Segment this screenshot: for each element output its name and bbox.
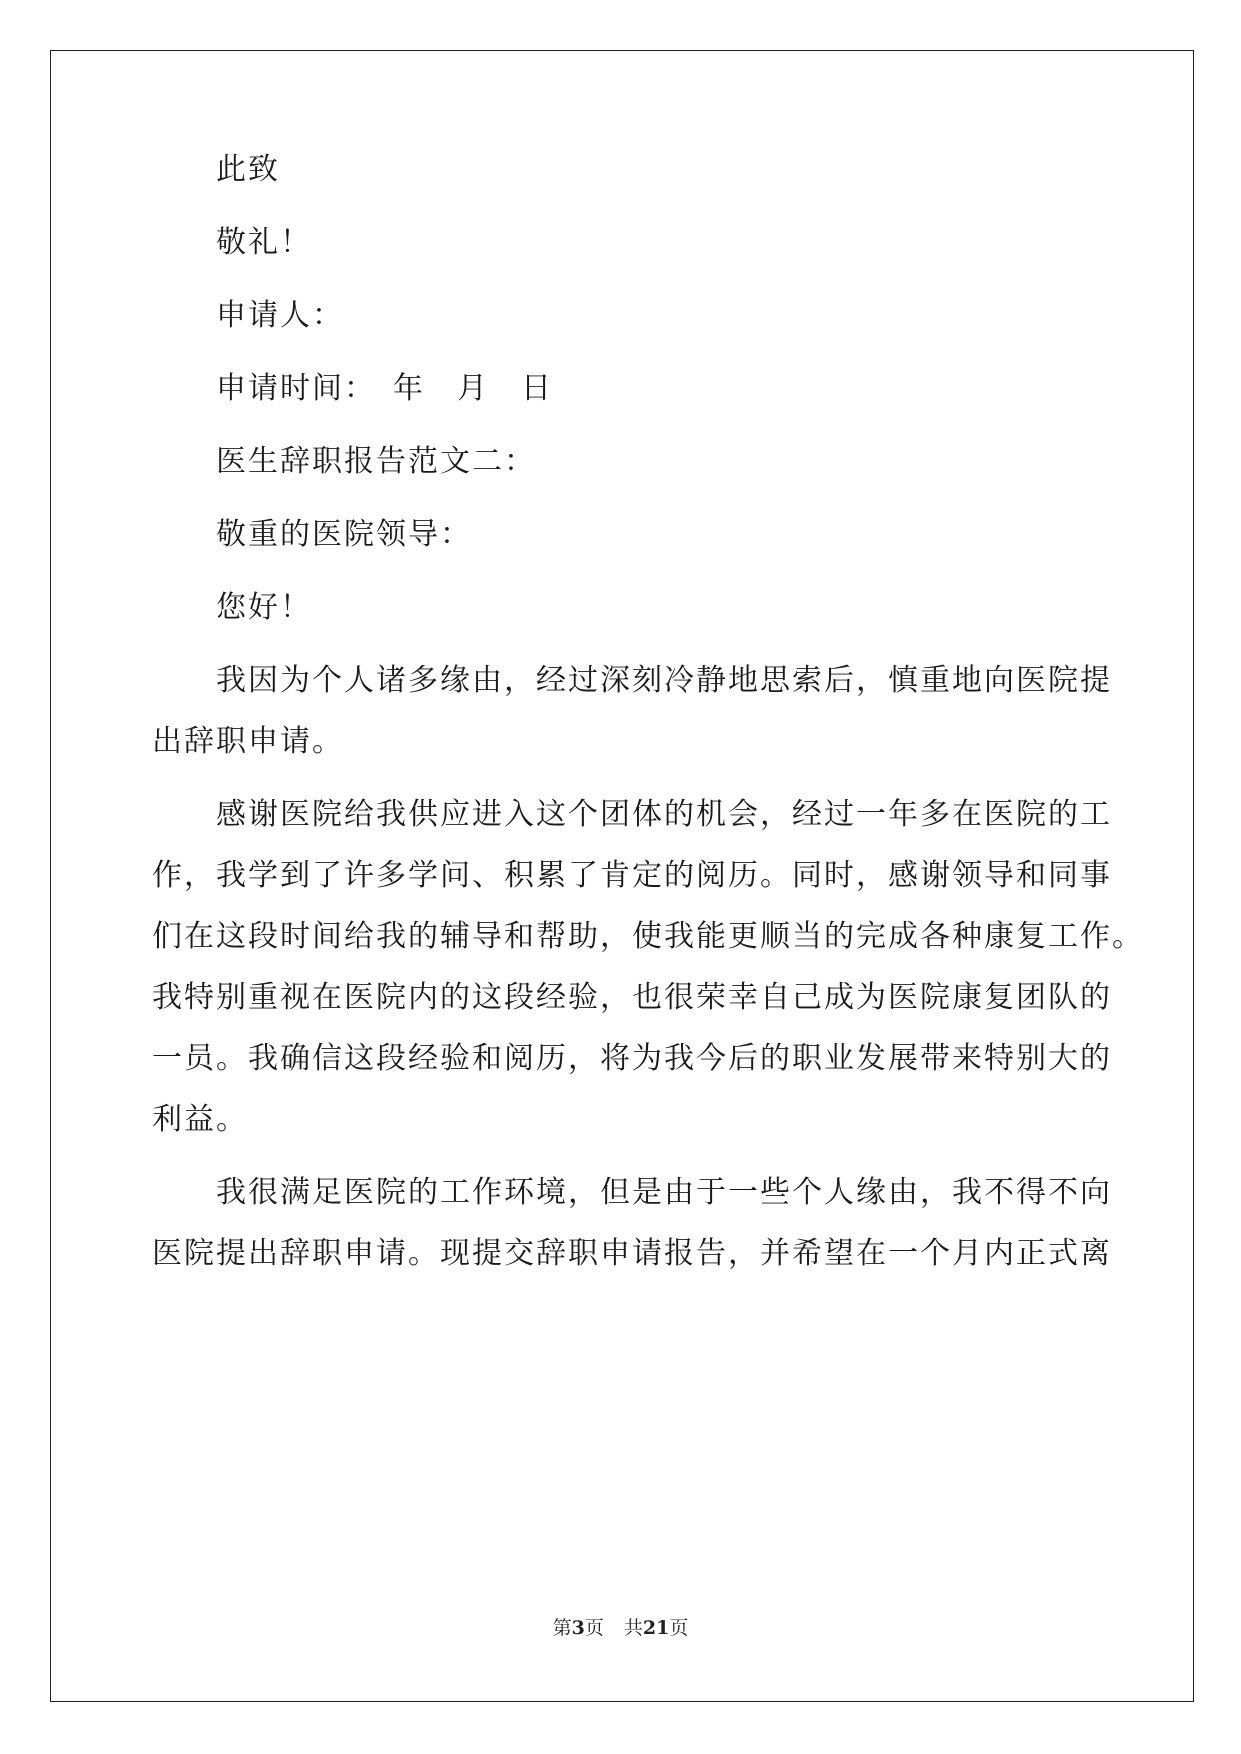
section-heading: 医生辞职报告范文二： <box>216 444 536 479</box>
text-line: 感谢医院给我供应进入这个团体的机会，经过一年多在医院的工 <box>216 797 1112 832</box>
footer-total-suffix: 页 <box>669 1617 689 1639</box>
text-line: 此致 <box>216 152 280 187</box>
text-line: 我因为个人诸多缘由，经过深刻冷静地思索后，慎重地向医院提 <box>216 663 1112 698</box>
salutation: 敬重的医院领导： <box>216 517 472 552</box>
page-number: 3 <box>571 1617 585 1639</box>
text-line: 出辞职申请。 <box>152 724 344 759</box>
text-line: 医院提出辞职申请。现提交辞职申请报告，并希望在一个月内正式离 <box>152 1236 1112 1271</box>
text-line: 们在这段时间给我的辅导和帮助，使我能更顺当的完成各种康复工作。 <box>152 919 1144 954</box>
text-line: 我特别重视在医院内的这段经验，也很荣幸自己成为医院康复团队的 <box>152 980 1112 1015</box>
text-line: 作，我学到了许多学问、积累了肯定的阅历。同时，感谢领导和同事 <box>152 858 1112 893</box>
page-footer <box>0 1616 1241 1640</box>
footer-page-suffix: 页 <box>584 1617 604 1639</box>
text-line: 我很满足医院的工作环境，但是由于一些个人缘由，我不得不向 <box>216 1175 1112 1210</box>
text-line: 利益。 <box>152 1102 248 1137</box>
text-line: 申请人： <box>216 298 344 333</box>
text-line: 敬礼！ <box>216 225 312 260</box>
text-line: 一员。我确信这段经验和阅历，将为我今后的职业发展带来特别大的 <box>152 1041 1112 1076</box>
footer-prefix: 第 <box>552 1617 572 1639</box>
footer-total-prefix: 共 <box>623 1617 643 1639</box>
greeting: 您好！ <box>216 590 312 625</box>
text-line: 申请时间： 年 月 日 <box>216 371 553 406</box>
total-pages: 21 <box>642 1617 670 1639</box>
